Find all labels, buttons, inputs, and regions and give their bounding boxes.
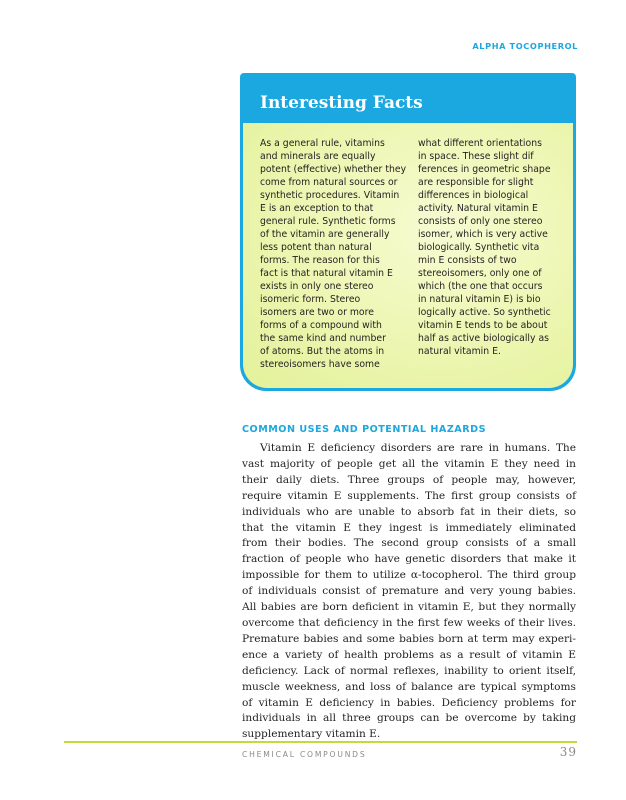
facts-right-column <box>418 137 562 358</box>
facts-line: half as active biologically as <box>418 333 550 344</box>
facts-line: isomeric form. Stereo <box>260 294 361 305</box>
body-line: deficiency. Lack of normal reflexes, inability to orient itself, <box>242 664 576 677</box>
body-line: Vitamin E deficiency disorders are rare in humans. The <box>260 442 576 454</box>
body-line: fraction of people who have genetic disorders that make it <box>242 553 576 566</box>
facts-line: natural vitamin E. <box>418 346 501 357</box>
page-number: 39 <box>559 745 577 759</box>
facts-left-column <box>260 137 407 371</box>
body-line: overcome that deficiency in the first few weeks of their lives. <box>242 616 576 629</box>
section-heading: COMMON USES AND POTENTIAL HAZARDS <box>242 424 486 435</box>
facts-line: in natural vitamin E) is bio <box>418 294 541 305</box>
facts-line: less potent than natural <box>260 242 372 253</box>
facts-body <box>243 123 573 388</box>
facts-line: ferences in geometric shape <box>418 164 551 175</box>
facts-line: forms of a compound with <box>260 320 382 331</box>
body-line: of vitamin E deficiency in babies. Deficiency problems for <box>242 696 576 709</box>
facts-line: which (the one that occurs <box>418 281 543 292</box>
body-line: supplementary vitamin E. <box>242 728 381 741</box>
facts-line: consists of only one stereo <box>418 216 543 227</box>
body-line: individuals who are unable to absorb fat in their diets, so <box>242 505 576 518</box>
facts-line: come from natural sources or <box>260 177 398 188</box>
facts-line: min E consists of two <box>418 255 517 266</box>
body-line: impossible for them to utilize α-tocopherol. The third group <box>242 569 576 582</box>
facts-title: Interesting Facts <box>260 93 423 113</box>
facts-line: vitamin E tends to be about <box>418 320 548 331</box>
footer-rule <box>64 741 577 743</box>
facts-line: biologically. Synthetic vita <box>418 242 540 253</box>
body-line: that the vitamin E they ingest is immediately eliminated <box>242 521 576 534</box>
body-line: from their bodies. The second group consists of a small <box>242 537 576 550</box>
footer-book-title: CHEMICAL COMPOUNDS <box>242 750 367 759</box>
facts-line: activity. Natural vitamin E <box>418 203 538 214</box>
interesting-facts-box <box>240 73 576 391</box>
facts-line: the same kind and number <box>260 333 386 344</box>
facts-line: stereoisomers, only one of <box>418 268 542 279</box>
facts-line: forms. The reason for this <box>260 255 380 266</box>
facts-line: isomer, which is very active <box>418 229 548 240</box>
facts-line: logically active. So synthetic <box>418 307 551 318</box>
facts-line: synthetic procedures. Vitamin <box>260 190 400 201</box>
facts-line: fact is that natural vitamin E <box>260 268 393 279</box>
facts-line: what different orientations <box>418 138 542 149</box>
facts-line: stereoisomers have some <box>260 359 380 370</box>
body-line: ence a variety of health problems as a result of vitamin E <box>242 648 576 661</box>
facts-line: general rule. Synthetic forms <box>260 216 396 227</box>
body-line: Premature babies and some babies born at term may experi- <box>242 632 576 645</box>
body-line: muscle weekness, and loss of balance are typical symptoms <box>242 680 576 693</box>
body-line: of individuals consist of premature and very young babies. <box>242 585 576 598</box>
facts-line: and minerals are equally <box>260 151 376 162</box>
facts-line: are responsible for slight <box>418 177 534 188</box>
facts-line: of atoms. But the atoms in <box>260 346 385 357</box>
body-line: require vitamin E supplements. The first group consists of <box>242 489 576 502</box>
body-line: All babies are born deficient in vitamin E, but they normally <box>242 601 576 614</box>
facts-line: E is an exception to that <box>260 203 374 214</box>
facts-line: potent (effective) whether they <box>260 164 407 175</box>
running-head: ALPHA TOCOPHEROL <box>472 41 578 51</box>
body-line: their daily diets. Three groups of people may, however, <box>242 473 576 486</box>
facts-line: As a general rule, vitamins <box>260 138 385 149</box>
body-line: individuals in all three groups can be overcome by taking <box>242 712 576 725</box>
facts-line: in space. These slight dif <box>418 151 534 162</box>
body-line: vast majority of people get all the vitamin E they need in <box>242 457 576 470</box>
facts-line: of the vitamin are generally <box>260 229 390 240</box>
facts-line: differences in biological <box>418 190 529 201</box>
facts-line: isomers are two or more <box>260 307 374 318</box>
facts-line: exists in only one stereo <box>260 281 374 292</box>
body-paragraph <box>242 441 576 743</box>
